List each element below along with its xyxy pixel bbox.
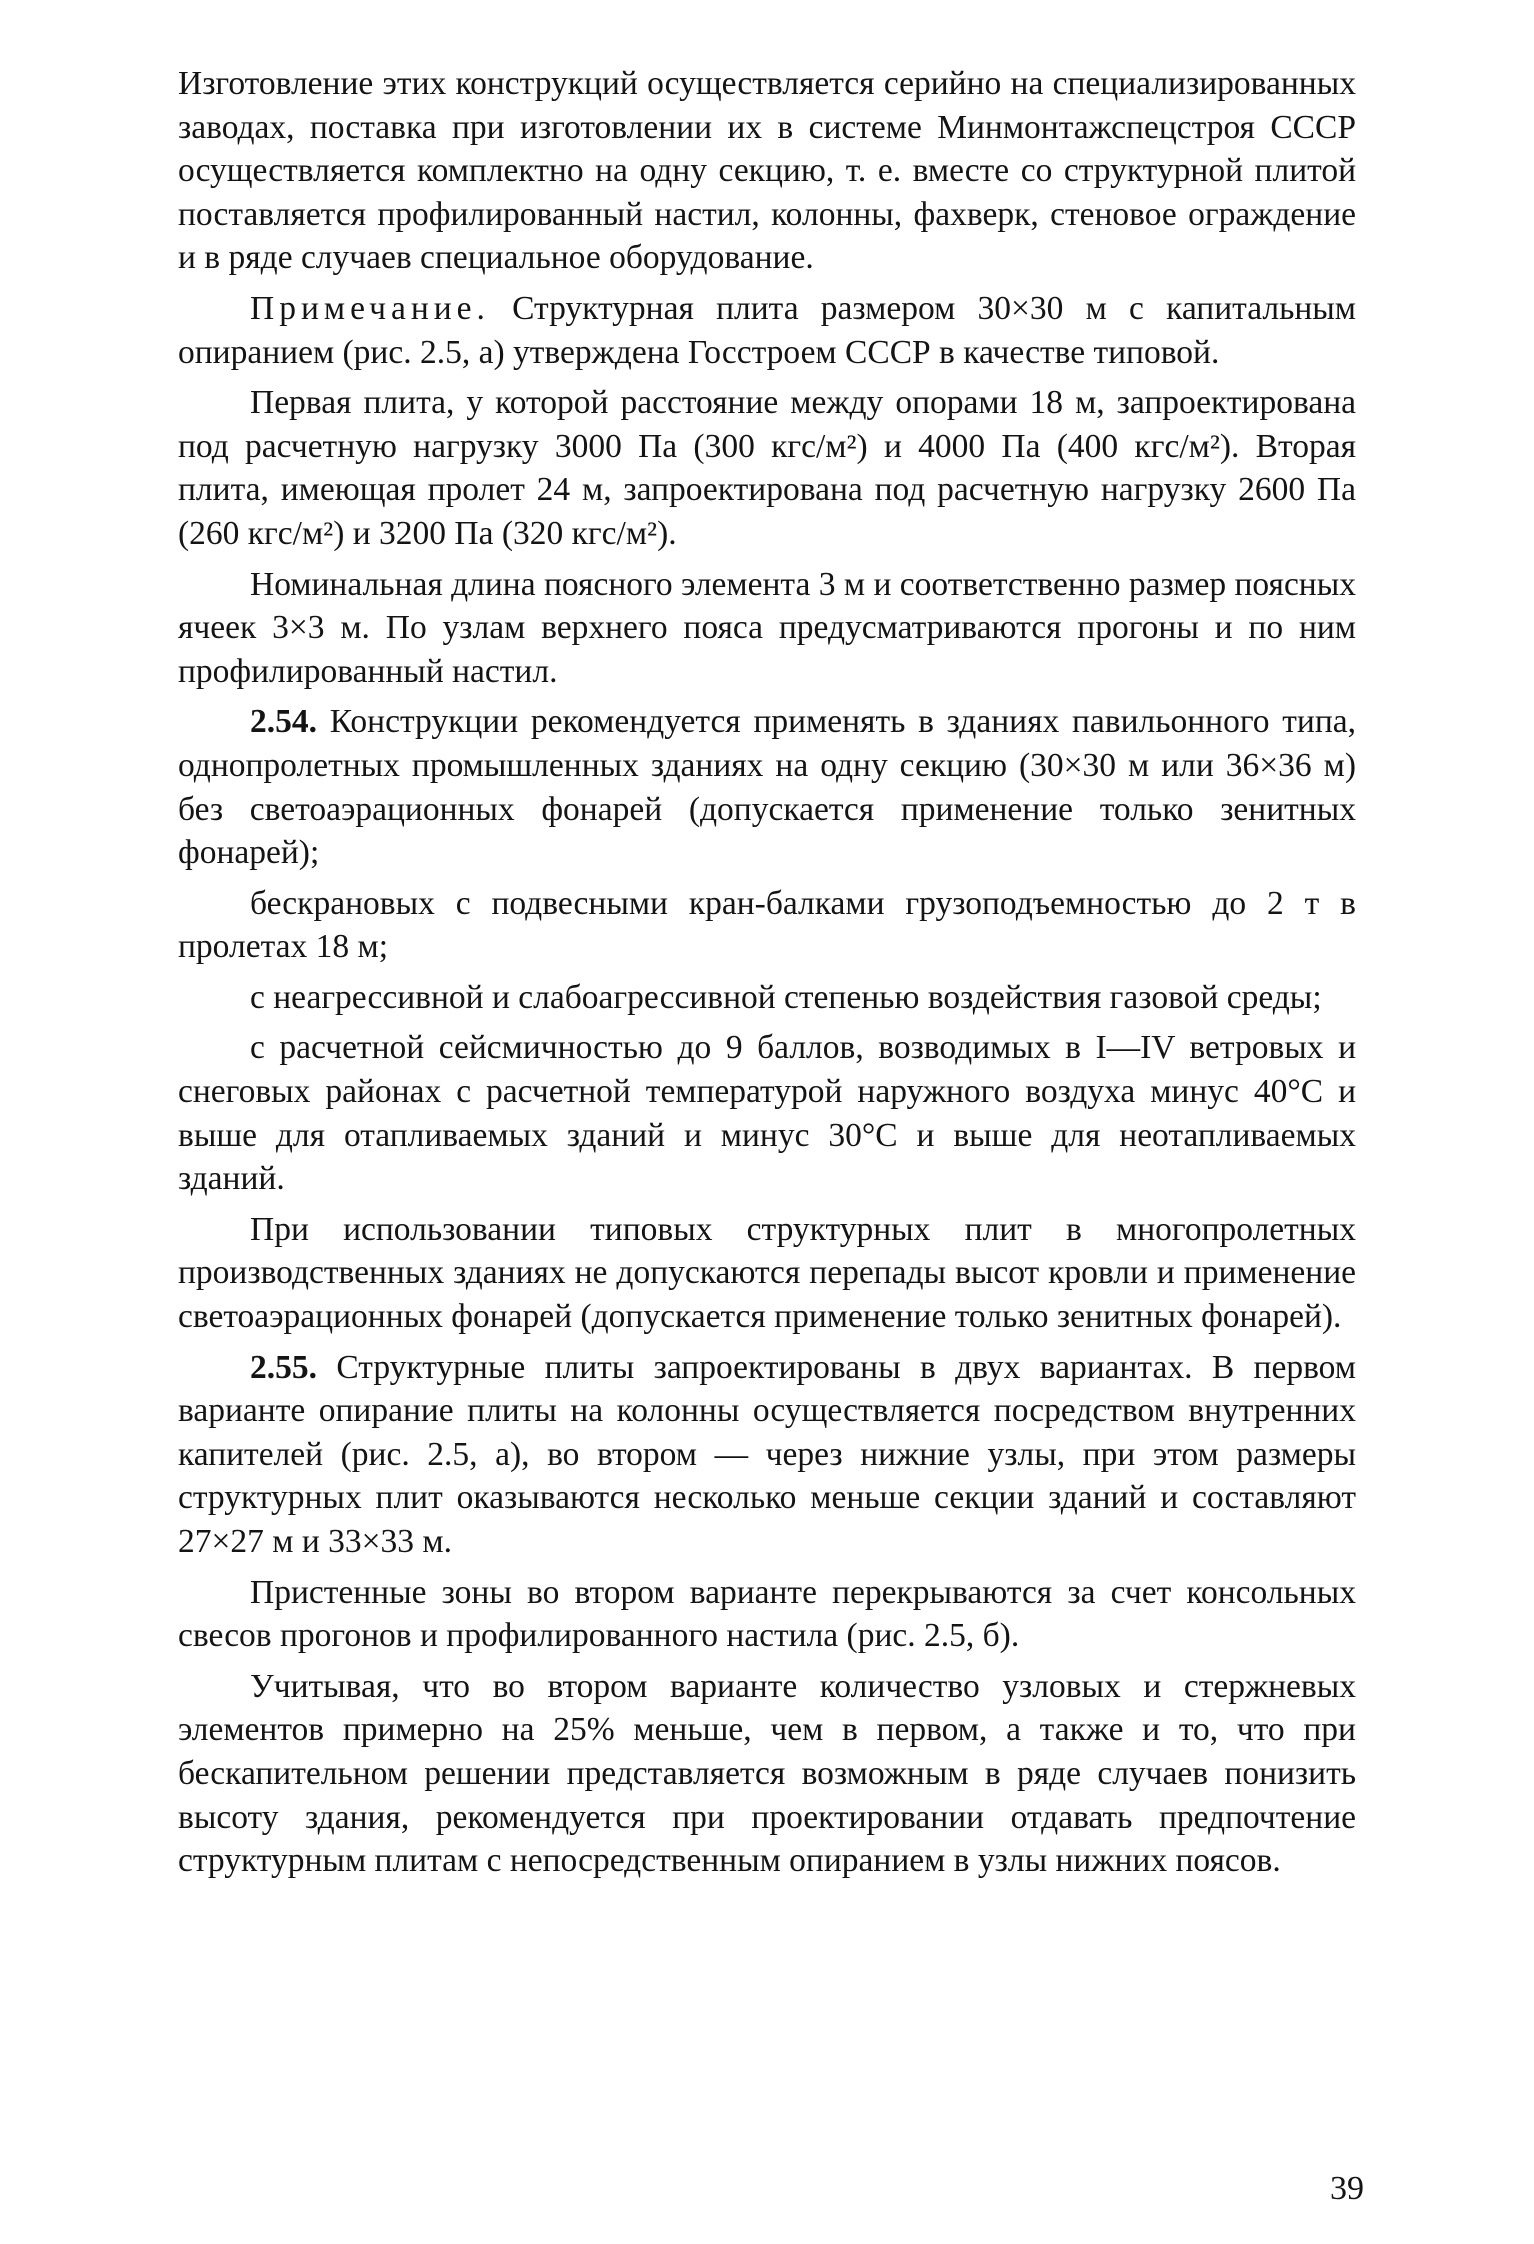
page-number: 39 (1330, 2170, 1364, 2207)
paragraph-12: Учитывая, что во втором варианте количество узловых и стержневых элементов примерно на 25% меньше, чем в первом, а также и то, что при бескапительном решении представляется возможным в ряде случаев понизить высоту здания, рекомендуется при проектировании отдавать предпочтение структурным плитам с непосредственным опиранием в узлы нижних поясов. (178, 1667, 1356, 1880)
paragraph-note (178, 287, 1356, 374)
section-2-55-text: Структурные плиты запроектированы в двух вариантах. В первом варианте опирание плиты на колонны осуществляется посредством внутренних капителей (рис. 2.5, а), во втором — через нижние узлы, при этом размеры структурных плит оказываются несколько меньше секции зданий и составляют 27×27 м и 33×33 м. (178, 1348, 1356, 1560)
note-label: Примечание. (250, 289, 490, 327)
paragraph-2-55 (178, 1346, 1356, 1564)
paragraph-7: с неагрессивной и слабоагрессивной степенью воздействия газовой среды; (250, 978, 1322, 1016)
paragraph-3: Первая плита, у которой расстояние между опорами 18 м, запроектирована под расчетную нагрузку 3000 Па (300 кгс/м²) и 4000 Па (400 кгс/м²). Вторая плита, имеющая пролет 24 м, запроектирована под расчетную нагрузку 2600 Па (260 кгс/м²) и 3200 Па (320 кгс/м²). (178, 384, 1356, 552)
note-text: Структурная плита размером 30×30 м с капитальным опиранием (рис. 2.5, а) утверждена Госстроем СССР в качестве типовой. (178, 289, 1356, 371)
paragraph-11: Пристенные зоны во втором варианте перекрываются за счет консольных свесов прогонов и профилированного настила (рис. 2.5, б). (178, 1573, 1356, 1655)
section-number-2-55: 2.55. (250, 1348, 317, 1386)
paragraph-1: Изготовление этих конструкций осуществляется серийно на специализированных заводах, поставка при изготовлении их в системе Минмонтажспецстроя СССР осуществляется комплектно на одну секцию, т. е. вместе со структурной плитой поставляется профилированный настил, колонны, фахверк, стеновое ограждение и в ряде случаев специальное оборудование. (178, 65, 1356, 277)
section-2-54-text: Конструкции рекомендуется применять в зданиях павильонного типа, однопролетных промышленных зданиях на одну секцию (30×30 м или 36×36 м) без светоаэрационных фонарей (допускается применение только зенитных фонарей); (178, 703, 1356, 872)
paragraph-6: бескрановых с подвесными кран-балками грузоподъемностью до 2 т в пролетах 18 м; (178, 884, 1356, 966)
page-body (178, 62, 1356, 1890)
paragraph-9: При использовании типовых структурных плит в многопролетных производственных зданиях не допускаются перепады высот кровли и применение светоаэрационных фонарей (допускается применение только зенитных фонарей). (178, 1210, 1356, 1336)
section-number-2-54: 2.54. (250, 703, 317, 741)
paragraph-4: Номинальная длина поясного элемента 3 м и соответственно размер поясных ячеек 3×3 м. По узлам верхнего пояса предусматриваются прогоны и по ним профилированный настил. (178, 565, 1356, 690)
paragraph-2-54 (178, 700, 1356, 874)
paragraph-8: с расчетной сейсмичностью до 9 баллов, возводимых в I—IV ветровых и снеговых районах с расчетной температурой наружного воздуха минус 40°С и выше для отапливаемых зданий и минус 30°С и выше для неотапливаемых зданий. (178, 1029, 1356, 1198)
